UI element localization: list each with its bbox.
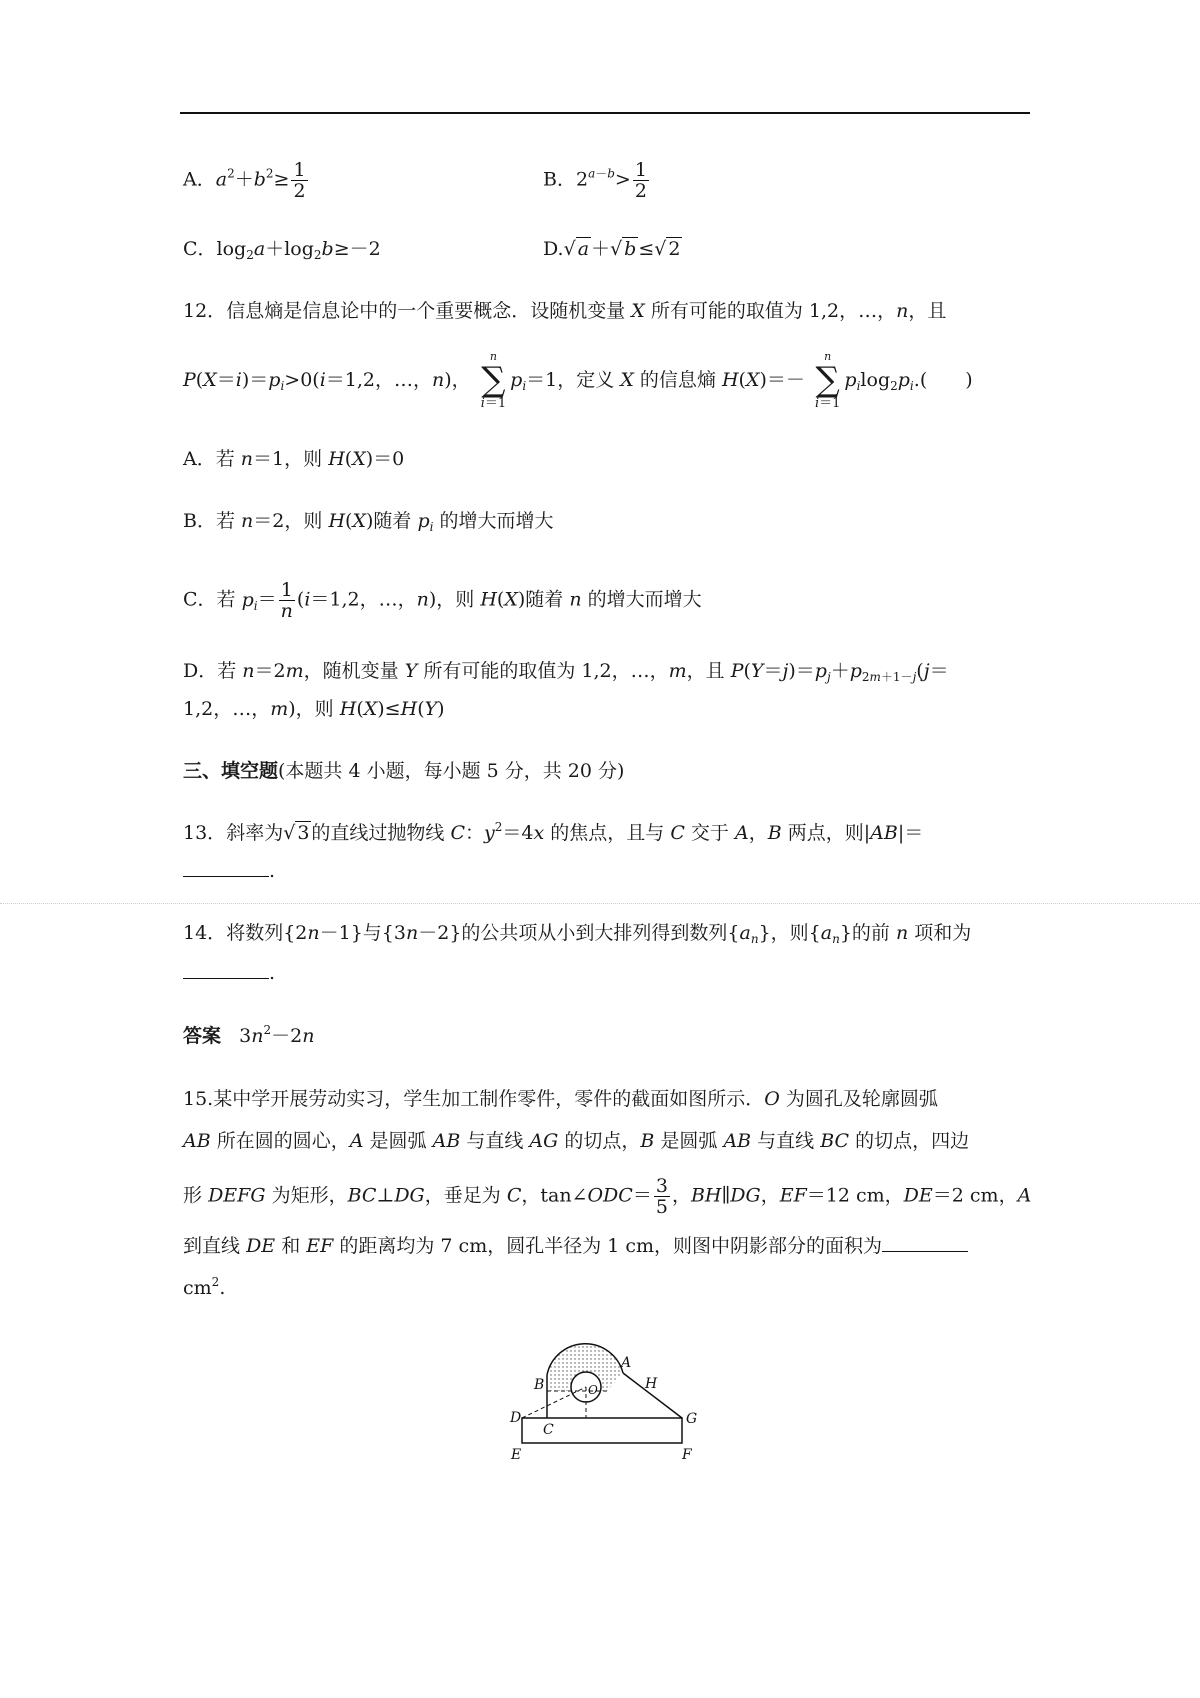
header-rule bbox=[180, 112, 1030, 114]
q12-option-d-line2: 1,2，…，m)，则 H(X)≤H(Y) bbox=[183, 698, 445, 720]
q14-line1: 14．将数列{2n－1}与{3n－2}的公共项从小到大排列得到数列$\{a_n\}$，则$\{a_n\}$的前 n 项和为 bbox=[183, 922, 972, 946]
label-o: O bbox=[588, 1383, 598, 1397]
q11-option-a: A．$a^2+b^2\ge$ $\frac{1}{2}$ bbox=[183, 159, 306, 202]
q12-option-a: A．若 n＝1，则 H(X)＝0 bbox=[183, 448, 405, 470]
q15-line1: 15.某中学开展劳动实习，学生加工制作零件，零件的截面如图所示．O 为圆孔及轮廓圆弧 bbox=[183, 1088, 938, 1110]
label-c: C bbox=[543, 1422, 554, 1438]
q12-option-d-line1: D．若 n＝2m，随机变量 Y 所有可能的取值为 1,2，…，m，且 $P(Y=j)=p_j+p_{2m+1-j}(j=$ bbox=[183, 660, 949, 684]
label-a: A bbox=[621, 1355, 632, 1371]
section-heading: 三、填空题(本题共 4 小题，每小题 5 分，共 20 分) bbox=[183, 760, 625, 782]
q15-line5: $cm^2$. bbox=[183, 1275, 226, 1299]
part-cross-section-figure bbox=[505, 1325, 715, 1460]
label-h: H bbox=[645, 1376, 658, 1392]
q12-option-b: B．若 n＝2，则 H(X)随着 $p_i$ 的增大而增大 bbox=[183, 510, 554, 534]
q13-line1: 13．斜率为√ 3 的直线过抛物线 C：$y^2=4x$ 的焦点，且与 C 交于 A，B 两点，则|AB|＝ bbox=[183, 820, 924, 844]
label-g: G bbox=[686, 1411, 698, 1427]
q12-option-c: C．若 $p_i=$ $\frac{1}{n}$ (i＝1,2，…，n)，则 H(X)随着 n 的增大而增大 bbox=[183, 579, 702, 622]
q12-stem-line1: 12．信息熵是信息论中的一个重要概念．设随机变量 X 所有可能的取值为 1,2，…，n，且 bbox=[183, 300, 947, 322]
label-e: E bbox=[511, 1447, 522, 1460]
q13-blank: . bbox=[183, 858, 275, 884]
q12-stem-line2: $P(X=i)=p_i>0(i=1,2$，…，n)， n ∑ i＝1 $p_i=1$，定义 X 的信息熵 H(X)＝－ n ∑ i＝1 $p_i\log_2p_i$.( ) bbox=[183, 350, 973, 411]
q15-line3: 形 DEFG 为矩形，BC⊥DG，垂足为 C，tan∠ODC＝ $\frac{3}{5}$ ，BH∥DG，EF＝12 cm，DE＝2 cm，A bbox=[183, 1175, 1032, 1218]
q11-option-b: B．$2^{a-b}>$ $\frac{1}{2}$ bbox=[543, 159, 647, 202]
page-divider bbox=[0, 903, 1200, 904]
q15-line4: 到直线 DE 和 EF 的距离均为 7 cm，圆孔半径为 1 cm，则图中阴影部分的面积为 bbox=[183, 1233, 968, 1259]
q11-option-d: D.√ a ＋√ b ≤√ 2 bbox=[543, 238, 681, 260]
answer: 答案 $3n^2-2n$ bbox=[183, 1023, 315, 1047]
q11-option-c: C．$\log_2a+\log_2b\ge-2$ bbox=[183, 238, 381, 262]
label-d: D bbox=[510, 1410, 522, 1426]
q15-line2: AB 所在圆的圆心，A 是圆弧 AB 与直线 AG 的切点，B 是圆弧 AB 与直线 BC 的切点，四边 bbox=[183, 1130, 970, 1152]
label-b: B bbox=[534, 1377, 545, 1393]
label-f: F bbox=[682, 1447, 692, 1460]
q14-blank: . bbox=[183, 960, 275, 986]
